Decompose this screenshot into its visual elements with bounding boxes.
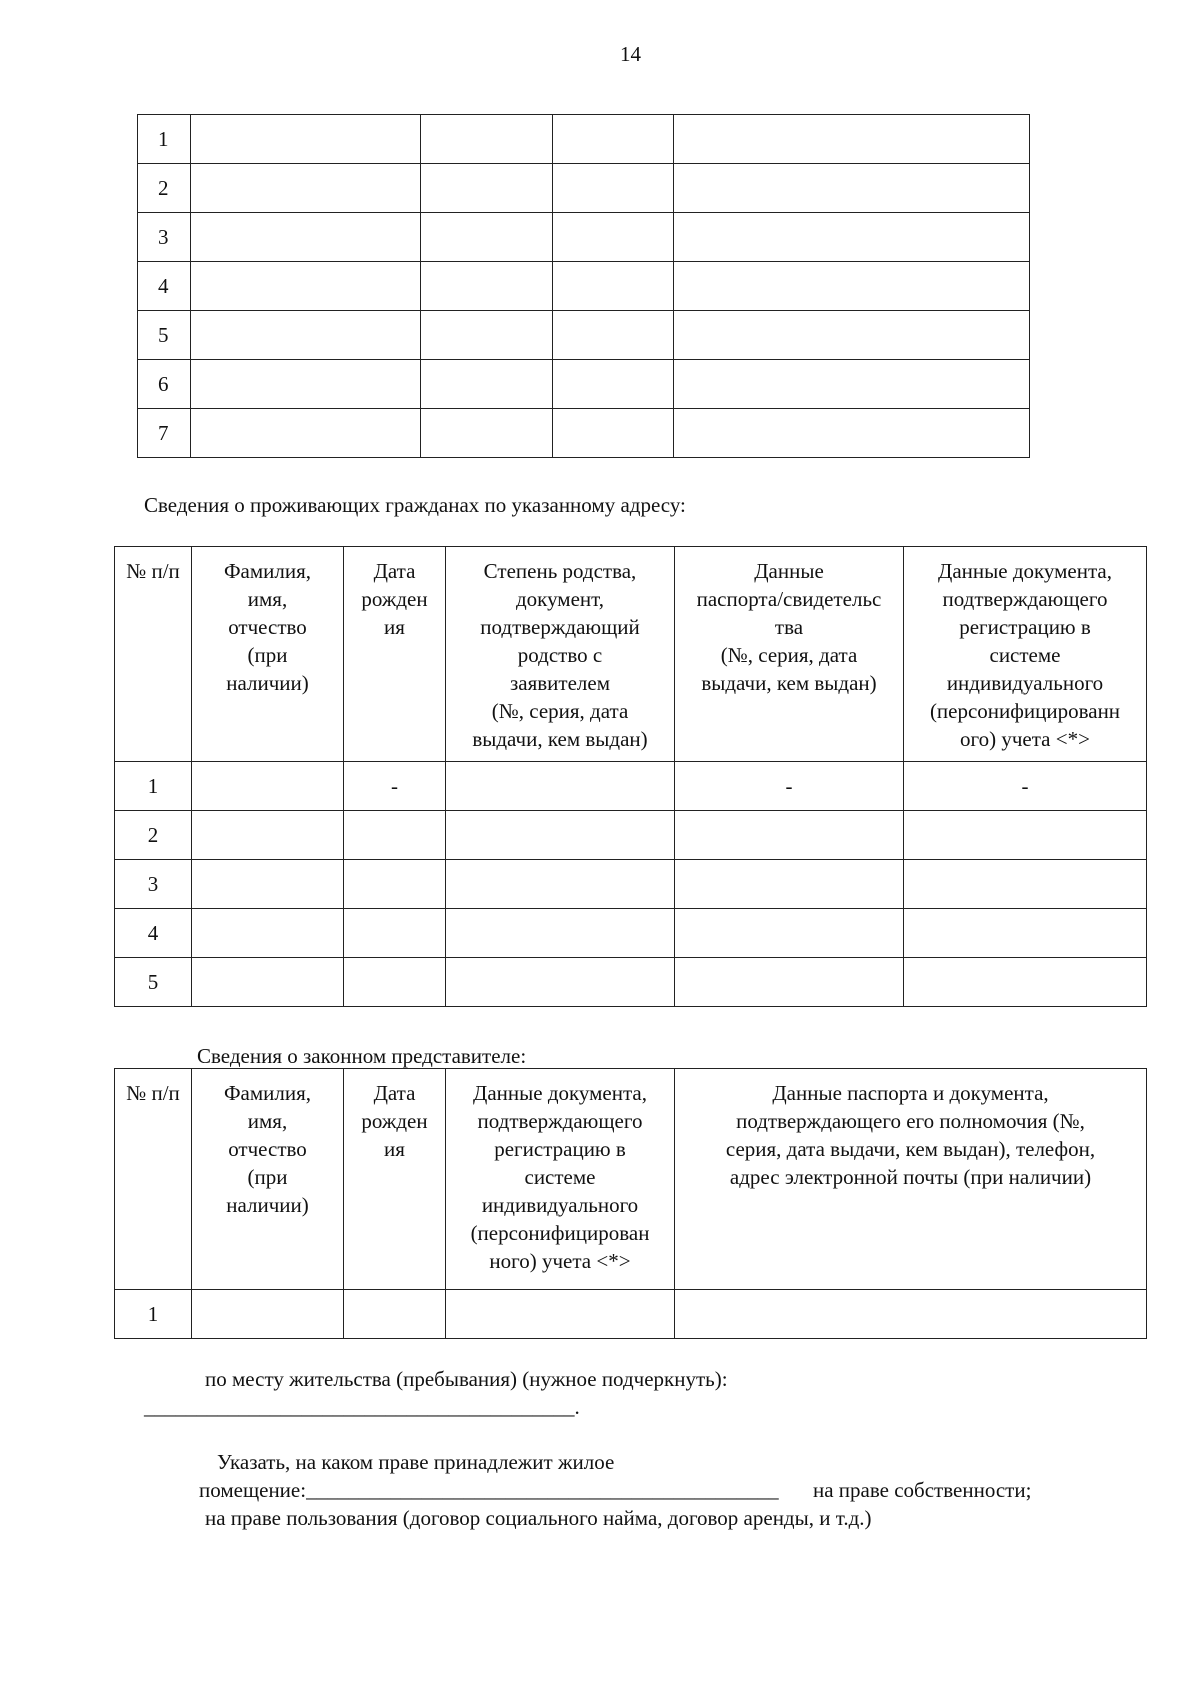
table-row <box>138 115 1030 164</box>
row-number: 1 <box>138 115 191 164</box>
page-number: 14 <box>620 42 641 66</box>
table-cell <box>675 860 904 909</box>
header-text: (при <box>247 643 288 667</box>
table-cell <box>344 811 446 860</box>
row-number: 1 <box>115 1290 192 1339</box>
header-text: рожден <box>361 1109 428 1133</box>
table-cell <box>192 909 344 958</box>
header-row <box>115 1069 1147 1290</box>
table-cell <box>192 860 344 909</box>
header-text: отчество <box>228 615 307 639</box>
table-row <box>115 811 1147 860</box>
table-cell <box>674 311 1030 360</box>
residence-text: по месту жительства (пребывания) (нужное подчеркнуть): <box>205 1367 728 1391</box>
table-cell <box>421 311 553 360</box>
table-row <box>138 213 1030 262</box>
table-cell <box>192 811 344 860</box>
representative-title: Сведения о законном представителе: <box>197 1044 527 1068</box>
table-cell <box>344 1290 446 1339</box>
table-row <box>115 909 1147 958</box>
table-cell <box>421 115 553 164</box>
row-number: 1 <box>115 762 192 811</box>
header-text: Степень родства, <box>483 559 637 583</box>
header-text: подтверждающего <box>477 1109 643 1133</box>
table-cell <box>553 311 674 360</box>
table-cell <box>904 909 1147 958</box>
header-text: наличии) <box>226 671 309 695</box>
table-cell <box>675 958 904 1007</box>
header-cell <box>344 547 446 762</box>
header-text: заявителем <box>509 671 611 695</box>
row-number: 3 <box>115 860 192 909</box>
header-text: ого) учета <*> <box>960 727 1090 751</box>
header-cell <box>115 547 192 762</box>
table-cell <box>191 115 421 164</box>
row-number: 2 <box>115 811 192 860</box>
table-cell <box>191 164 421 213</box>
header-text: подтверждающий <box>480 615 640 639</box>
header-text: имя, <box>247 587 288 611</box>
header-text: индивидуального <box>481 1193 639 1217</box>
header-text: Фамилия, <box>223 1081 312 1105</box>
table-cell <box>553 409 674 458</box>
residents-title: Сведения о проживающих гражданах по указанному адресу: <box>144 493 686 517</box>
table-cell <box>675 811 904 860</box>
header-text: отчество <box>228 1137 307 1161</box>
header-cell <box>446 1069 675 1290</box>
header-text: Данные документа, <box>938 559 1112 583</box>
table-cell <box>904 811 1147 860</box>
header-text: ия <box>384 615 405 639</box>
header-text: подтверждающего его полномочия (№, <box>736 1109 1085 1133</box>
table-cell <box>446 811 675 860</box>
table-cell <box>675 909 904 958</box>
table-cell <box>191 409 421 458</box>
table-cell <box>191 262 421 311</box>
row-number: 5 <box>115 958 192 1007</box>
table-cell <box>553 115 674 164</box>
header-text: наличии) <box>226 1193 309 1217</box>
row-number: 4 <box>138 262 191 311</box>
table-row <box>138 164 1030 213</box>
table-row <box>115 958 1147 1007</box>
header-text: адрес электронной почты (при наличии) <box>729 1165 1092 1189</box>
header-text: ия <box>384 1137 405 1161</box>
table-cell <box>446 909 675 958</box>
header-cell <box>446 547 675 762</box>
table-cell <box>674 360 1030 409</box>
header-text: ного) учета <*> <box>489 1249 631 1273</box>
header-text: системе <box>524 1165 596 1189</box>
table-cell <box>553 164 674 213</box>
table-cell <box>421 262 553 311</box>
table-cell <box>674 409 1030 458</box>
table-row <box>115 860 1147 909</box>
table-cell <box>192 762 344 811</box>
header-text: регистрацию в <box>494 1137 626 1161</box>
header-text: подтверждающего <box>942 587 1108 611</box>
table-row <box>138 262 1030 311</box>
table-cell <box>675 1290 1147 1339</box>
table-cell <box>191 360 421 409</box>
representative-table <box>114 1068 1147 1339</box>
table-cell <box>674 213 1030 262</box>
table-cell <box>553 360 674 409</box>
table-row <box>138 311 1030 360</box>
header-text: Данные документа, <box>473 1081 647 1105</box>
table-cell <box>192 958 344 1007</box>
header-text: (№, серия, дата <box>491 699 629 723</box>
table-cell <box>191 311 421 360</box>
header-text: Данные <box>754 559 824 583</box>
table-row <box>115 762 1147 811</box>
header-row <box>115 547 1147 762</box>
table-cell <box>904 958 1147 1007</box>
header-text: Фамилия, <box>223 559 312 583</box>
header-cell <box>904 547 1147 762</box>
row-number: 7 <box>138 409 191 458</box>
table-cell <box>192 1290 344 1339</box>
ownership-line-2a: помещение:_____________________________________________ <box>199 1478 779 1502</box>
table-cell <box>344 909 446 958</box>
table-row <box>138 360 1030 409</box>
header-text: тва <box>774 615 804 639</box>
table-row <box>138 409 1030 458</box>
header-cell <box>675 1069 1147 1290</box>
header-text: индивидуального <box>946 671 1104 695</box>
table-cell <box>421 360 553 409</box>
row-number: 6 <box>138 360 191 409</box>
header-text: документ, <box>515 587 604 611</box>
header-text: Данные паспорта и документа, <box>772 1081 1049 1105</box>
header-text: № п/п <box>126 559 180 583</box>
table-cell <box>421 213 553 262</box>
table-cell <box>446 860 675 909</box>
header-text: (№, серия, дата <box>720 643 858 667</box>
table-cell <box>674 164 1030 213</box>
header-text: регистрацию в <box>959 615 1091 639</box>
header-text: № п/п <box>126 1081 180 1105</box>
header-text: системе <box>989 643 1061 667</box>
residence-underline: _________________________________________. <box>144 1395 580 1419</box>
table-cell <box>421 164 553 213</box>
header-text: родство с <box>517 643 603 667</box>
ownership-line-1: Указать, на каком праве принадлежит жилое <box>217 1450 615 1474</box>
table-1 <box>137 114 1030 458</box>
table-cell <box>191 213 421 262</box>
table-cell <box>446 958 675 1007</box>
table-cell <box>674 262 1030 311</box>
header-text: (персонифицирован <box>470 1221 650 1245</box>
table-cell <box>553 213 674 262</box>
header-cell <box>675 547 904 762</box>
header-text: Дата <box>373 1081 416 1105</box>
table-cell <box>674 115 1030 164</box>
table-row <box>115 1290 1147 1339</box>
header-text: выдачи, кем выдан) <box>472 727 648 751</box>
ownership-line-2b: на праве собственности; <box>813 1478 1032 1502</box>
ownership-line-3: на праве пользования (договор социального найма, договор аренды, и т.д.) <box>205 1506 872 1530</box>
table-cell: - <box>904 762 1147 811</box>
row-number: 2 <box>138 164 191 213</box>
table-cell <box>344 860 446 909</box>
residents-table <box>114 546 1147 1007</box>
header-cell <box>192 547 344 762</box>
header-text: рожден <box>361 587 428 611</box>
row-number: 3 <box>138 213 191 262</box>
header-text: (при <box>247 1165 288 1189</box>
table-cell <box>421 409 553 458</box>
header-text: паспорта/свидетельс <box>696 587 882 611</box>
header-text: (персонифицированн <box>929 699 1121 723</box>
table-cell <box>344 958 446 1007</box>
table-cell <box>446 1290 675 1339</box>
header-cell <box>192 1069 344 1290</box>
row-number: 5 <box>138 311 191 360</box>
header-text: Дата <box>373 559 416 583</box>
header-text: выдачи, кем выдан) <box>701 671 877 695</box>
row-number: 4 <box>115 909 192 958</box>
header-cell <box>344 1069 446 1290</box>
table-cell <box>553 262 674 311</box>
header-cell <box>115 1069 192 1290</box>
table-cell: - <box>675 762 904 811</box>
header-text: серия, дата выдачи, кем выдан), телефон, <box>725 1137 1096 1161</box>
table-cell <box>904 860 1147 909</box>
table-cell <box>446 762 675 811</box>
header-text: имя, <box>247 1109 288 1133</box>
table-cell: - <box>344 762 446 811</box>
